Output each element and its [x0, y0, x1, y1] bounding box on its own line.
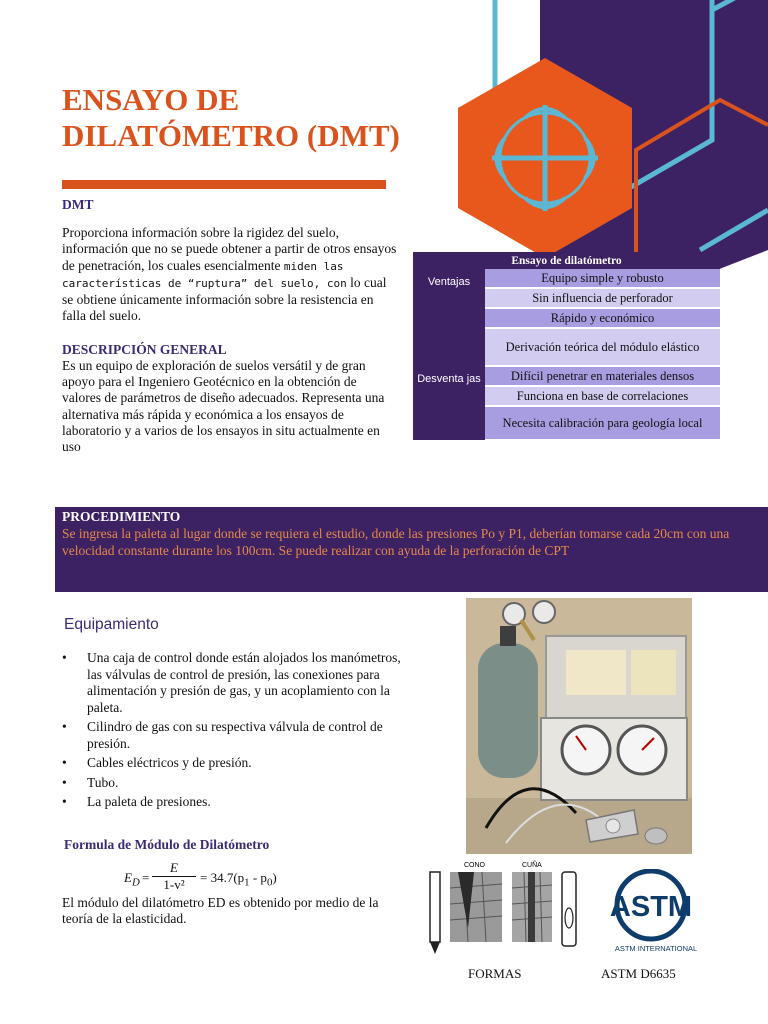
desventaja-cell: Necesita calibración para geología local — [485, 406, 720, 440]
equipamiento-list — [62, 650, 402, 814]
equipamiento-heading: Equipamiento — [64, 616, 159, 633]
list-item: • La paleta de presiones. — [62, 794, 402, 811]
ventaja-cell: Rápido y económico — [485, 308, 720, 328]
cono-shape-icon — [430, 872, 502, 954]
formula-rhs-c: ) — [272, 870, 277, 885]
cuna-label: CUÑA — [522, 862, 542, 869]
dmt-text-2: miden las características de “ruptura” del suelo, con — [62, 259, 347, 290]
descripcion-heading: DESCRIPCIÓN GENERAL — [62, 341, 227, 357]
formula-rhs-sub0: 0 — [266, 876, 273, 889]
table-header: Ensayo de dilatómetro — [413, 252, 720, 269]
astm-logo — [609, 869, 705, 953]
formula-rhs-a: = 34.7(p — [200, 870, 245, 885]
dmt-paragraph — [62, 225, 397, 325]
title-line-1: ENSAYO DE — [62, 82, 240, 117]
list-item: • Cilindro de gas con su respectiva válvula de control de presión. — [62, 719, 402, 752]
ventaja-cell: Equipo simple y robusto — [485, 269, 720, 288]
dmt-text-1: Proporciona información sobre la rigidez del suelo, información que no se puede obtener a partir de otros ensayos de penetración, los cuales esencialmente — [62, 225, 397, 273]
dmt-heading: DMT — [62, 197, 94, 212]
forms-figure — [428, 858, 588, 958]
dmt-equipment-photo — [466, 598, 692, 854]
formas-caption: FORMAS — [468, 966, 522, 981]
astm-logo-text: ASTM — [609, 891, 693, 923]
descripcion-text: Es un equipo de exploración de suelos versátil y de gran apoyo para el Ingeniero Geotécnico en la obtención de valores de parámetros de diseño adecuados. Representa una alternativa más rápida y económica a los ensayos de laboratorio y a varios de los ensayos in situ actualmente en uso — [62, 357, 385, 455]
list-item: • Tubo. — [62, 775, 402, 792]
procedimiento-heading: PROCEDIMIENTO — [62, 509, 181, 524]
formula-rhs-b: - p — [249, 870, 267, 885]
title-underline — [62, 180, 386, 189]
formula-fraction — [152, 860, 196, 893]
formula-lhs-sub: D — [131, 876, 140, 889]
gas-cylinder-icon — [478, 643, 538, 778]
desventajas-label: Desventa jas — [413, 366, 485, 440]
cono-label: CONO — [464, 862, 485, 869]
page-title — [62, 82, 462, 154]
dilatometer-table — [413, 252, 720, 441]
list-item: • Cables eléctricos y de presión. — [62, 755, 402, 772]
title-line-2: DILATÓMETRO (DMT) — [62, 118, 400, 153]
procedimiento-text: Se ingresa la paleta al lugar donde se requiera el estudio, donde las presiones Po y P1, deberían tomarse cada 20cm con una velocidad constante durante los 100cm. Se puede realizar con ayuda de la perforación de CPT — [62, 526, 730, 558]
list-item: • Una caja de control donde están alojados los manómetros, las válvulas de control de presión, las conexiones para alimentación y presión de gas, y un acoplamiento con la paleta. — [62, 650, 402, 716]
formula-rhs-sub1: 1 — [244, 876, 250, 889]
dmt-text-3: lo cual se obtiene únicamente información sobre la resistencia en falla del suelo. — [62, 274, 387, 324]
dmt-section — [62, 197, 397, 456]
procedimiento-box — [55, 507, 768, 592]
astm-caption: ASTM D6635 — [601, 966, 676, 981]
desventaja-cell: Difícil penetrar en materiales densos — [485, 366, 720, 386]
formula-numerator: E — [152, 860, 196, 877]
formula-explanation: El módulo del dilatómetro ED es obtenido por medio de la teoría de la elasticidad. — [62, 895, 379, 927]
formula-heading: Formula de Módulo de Dilatómetro — [64, 837, 270, 852]
ventajas-label: Ventajas — [413, 269, 485, 366]
cuna-shape-icon — [512, 872, 576, 946]
desventaja-cell: Funciona en base de correlaciones — [485, 386, 720, 406]
formula-rhs — [200, 870, 277, 889]
ventaja-cell: Sin influencia de perforador — [485, 288, 720, 308]
module-formula: $E_D$ = $\frac{E}{\text{1-v²}}$ = $34.7(p_1 - p_0)$ — [124, 860, 277, 892]
regulator-gauge-icon — [533, 601, 555, 623]
formula-lhs-var: E — [124, 870, 132, 885]
formula-denominator: 1-v² — [163, 877, 185, 892]
ventaja-cell: Derivación teórica del módulo elástico — [485, 328, 720, 366]
astm-logo-sub: ASTM INTERNATIONAL — [614, 944, 698, 953]
formula-lhs — [124, 870, 140, 889]
